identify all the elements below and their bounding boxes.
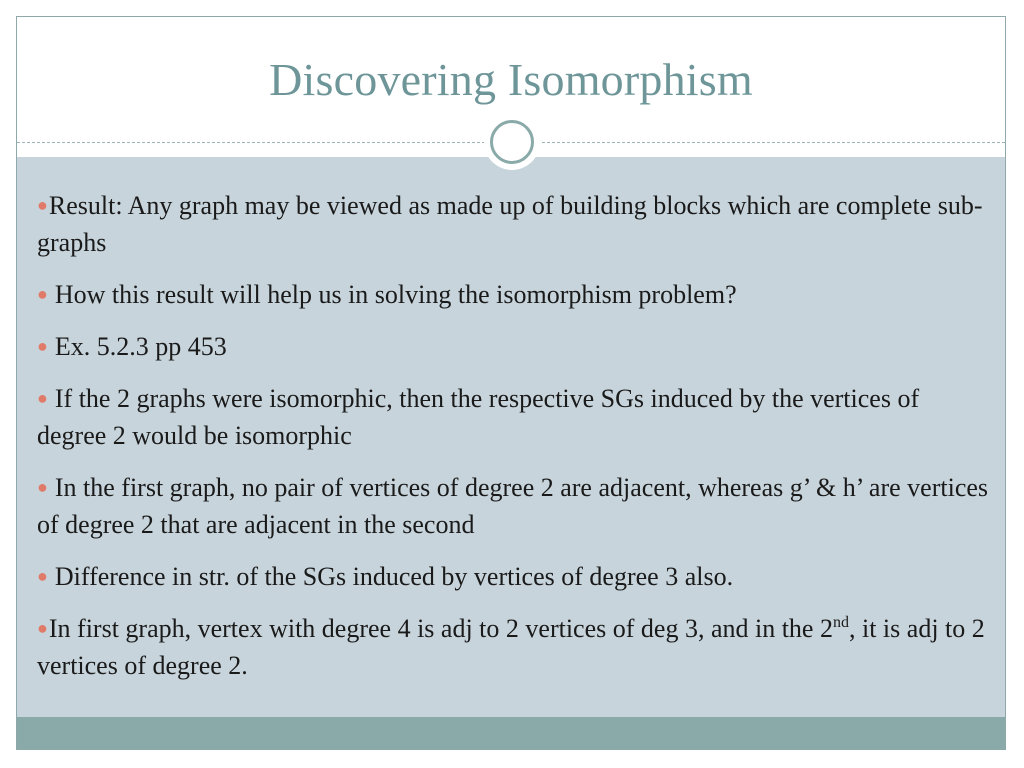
bullet-dot-icon: ● xyxy=(37,618,48,638)
bullet-dot-icon: ● xyxy=(37,566,48,586)
ornament-ring xyxy=(490,120,534,164)
bullet-dot-icon: ● xyxy=(37,388,48,408)
bullet-item xyxy=(37,469,992,543)
bullet-dot-icon: ● xyxy=(37,336,48,356)
bullet-text: In first graph, vertex with degree 4 is adj to 2 vertices of deg 3, and in the 2 xyxy=(48,614,833,643)
slide-title: Discovering Isomorphism xyxy=(269,54,753,105)
bullet-item xyxy=(37,276,992,313)
bullet-text: Ex. 5.2.3 pp 453 xyxy=(54,332,227,361)
bullet-list xyxy=(37,187,992,699)
bullet-item xyxy=(37,558,992,595)
bullet-dot-icon: ● xyxy=(37,477,48,497)
bullet-item xyxy=(37,328,992,365)
bullet-item xyxy=(37,380,992,454)
bullet-text: Difference in str. of the SGs induced by vertices of degree 3 also. xyxy=(54,562,734,591)
bullet-text: How this result will help us in solving the isomorphism problem? xyxy=(54,280,737,309)
footer-bar xyxy=(17,717,1005,750)
bullet-text: If the 2 graphs were isomorphic, then the respective SGs induced by the vertices of degree 2 would be isomorphic xyxy=(37,384,920,450)
ordinal-superscript: nd xyxy=(832,614,849,631)
bullet-dot-icon: ● xyxy=(37,195,48,215)
bullet-dot-icon: ● xyxy=(37,284,48,304)
bullet-text: In the first graph, no pair of vertices of degree 2 are adjacent, whereas g’ & h’ are vertices of degree 2 that are adjacent in the second xyxy=(37,473,989,539)
bullet-item xyxy=(37,187,992,261)
slide xyxy=(16,16,1006,750)
bullet-text-end: , it is adj to 2 vertices of degree 2. xyxy=(37,614,985,680)
circle-ornament-icon xyxy=(484,114,540,170)
bullet-item xyxy=(37,610,992,684)
bullet-text: Result: Any graph may be viewed as made up of building blocks which are complete sub-graphs xyxy=(37,191,983,257)
